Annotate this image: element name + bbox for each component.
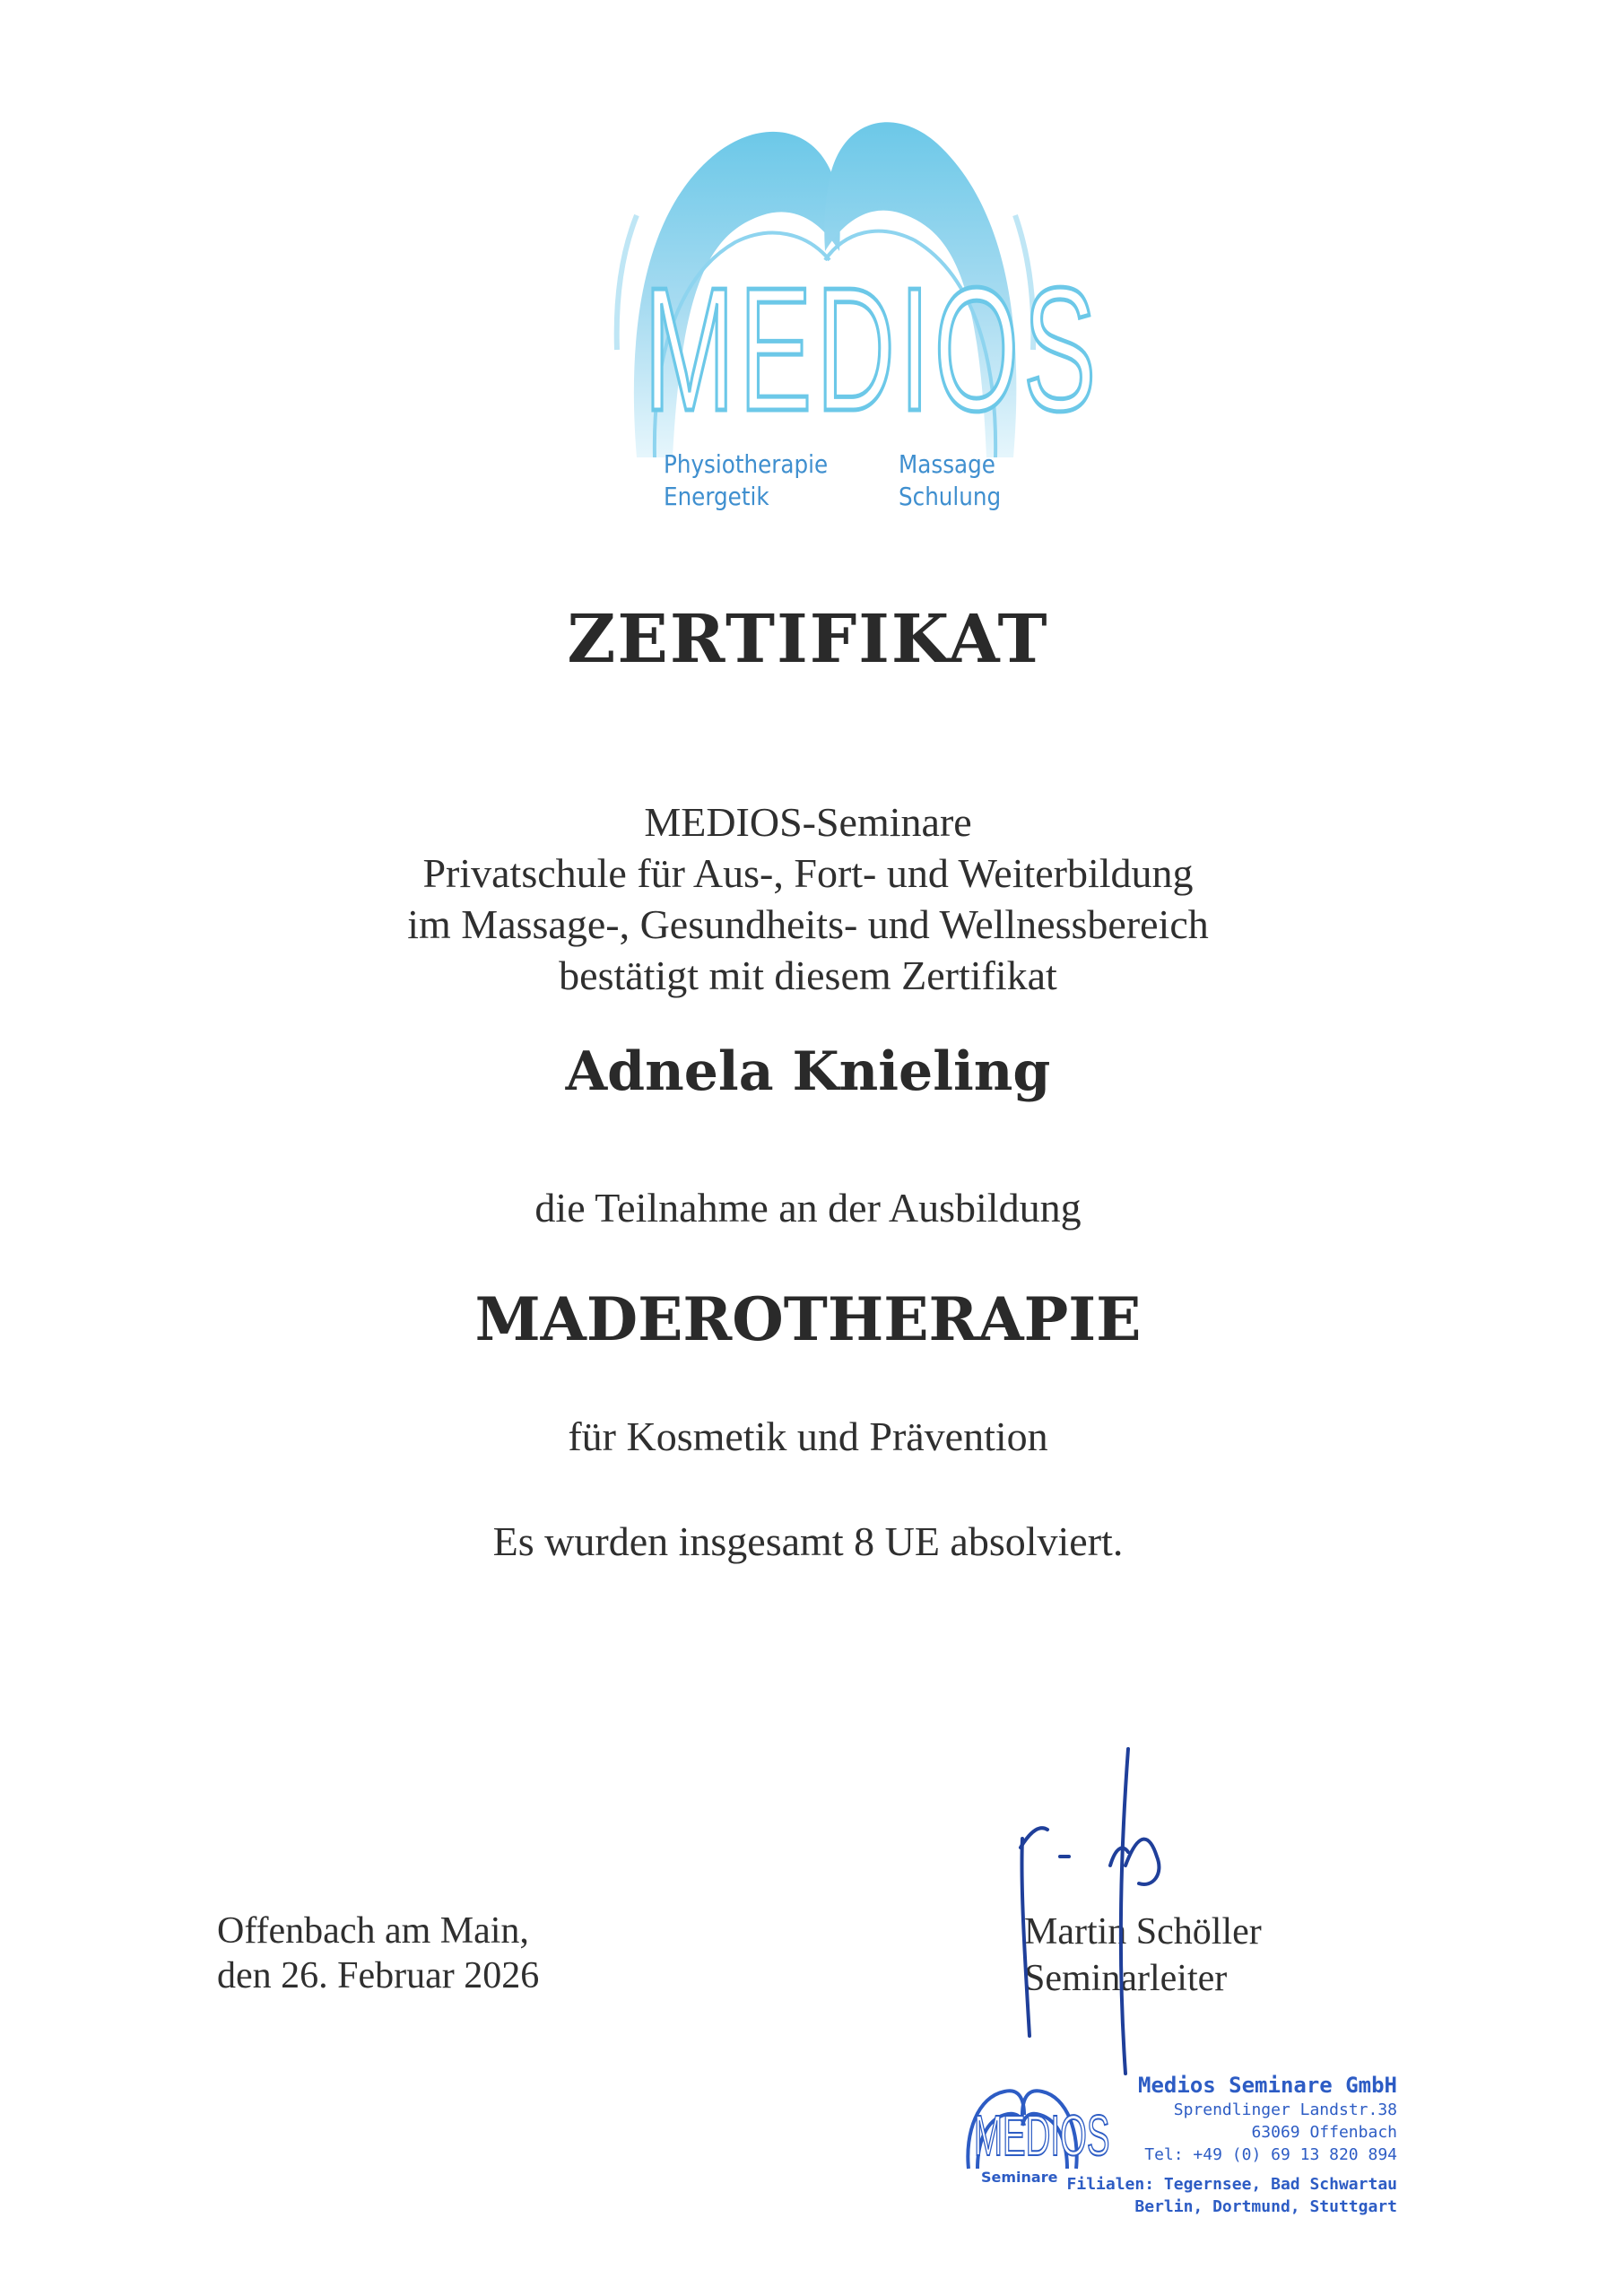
- stamp-phone: Tel: +49 (0) 69 13 820 894: [1144, 2145, 1397, 2164]
- signature-mark: [1004, 1740, 1220, 2081]
- date-line: den 26. Februar 2026: [217, 1955, 540, 1996]
- signer-name: Martin Schöller: [1024, 1911, 1262, 1952]
- logo-wordmark: MEDIOS: [644, 251, 1101, 448]
- recipient-name: Adnela Knieling: [565, 1040, 1051, 1103]
- participation-line: die Teilnahme an der Ausbildung: [534, 1185, 1082, 1231]
- hours-line: Es wurden insgesamt 8 UE absolviert.: [492, 1518, 1124, 1564]
- logo-sub-energetik: Energetik: [664, 482, 769, 511]
- stamp-wordmark: MEDIOS: [974, 2103, 1110, 2168]
- logo-sub-massage: Massage: [899, 449, 995, 479]
- intro-block: [0, 796, 1616, 1001]
- intro-line: Privatschule für Aus-, Fort- und Weiterbildung: [422, 850, 1194, 896]
- intro-line: MEDIOS-Seminare: [644, 799, 972, 845]
- medios-logo: [610, 81, 1101, 547]
- intro-line: im Massage-, Gesundheits- und Wellnessbereich: [407, 901, 1209, 947]
- course-subtitle: für Kosmetik und Prävention: [568, 1413, 1048, 1459]
- stamp-street: Sprendlinger Landstr.38: [1173, 2100, 1397, 2119]
- course-title: MADEROTHERAPIE: [474, 1284, 1142, 1354]
- certificate-title: ZERTIFIKAT: [567, 601, 1049, 678]
- stamp-branches-2: Berlin, Dortmund, Stuttgart: [1134, 2197, 1397, 2216]
- place-line: Offenbach am Main,: [217, 1910, 529, 1952]
- intro-line: bestätigt mit diesem Zertifikat: [559, 952, 1057, 998]
- company-stamp: [1067, 2072, 1397, 2218]
- stamp-city: 63069 Offenbach: [1251, 2123, 1397, 2142]
- place-date: [217, 1909, 539, 1998]
- logo-sub-schulung: Schulung: [899, 482, 1002, 511]
- stamp-branches: Filialen: Tegernsee, Bad Schwartau: [1066, 2175, 1397, 2194]
- logo-sub-physiotherapie: Physiotherapie: [664, 449, 829, 479]
- signer-role: Seminarleiter: [1024, 1958, 1228, 1999]
- stamp-company: Medios Seminare GmbH: [1138, 2073, 1397, 2098]
- stamp-logo-sub: Seminare: [981, 2169, 1058, 2186]
